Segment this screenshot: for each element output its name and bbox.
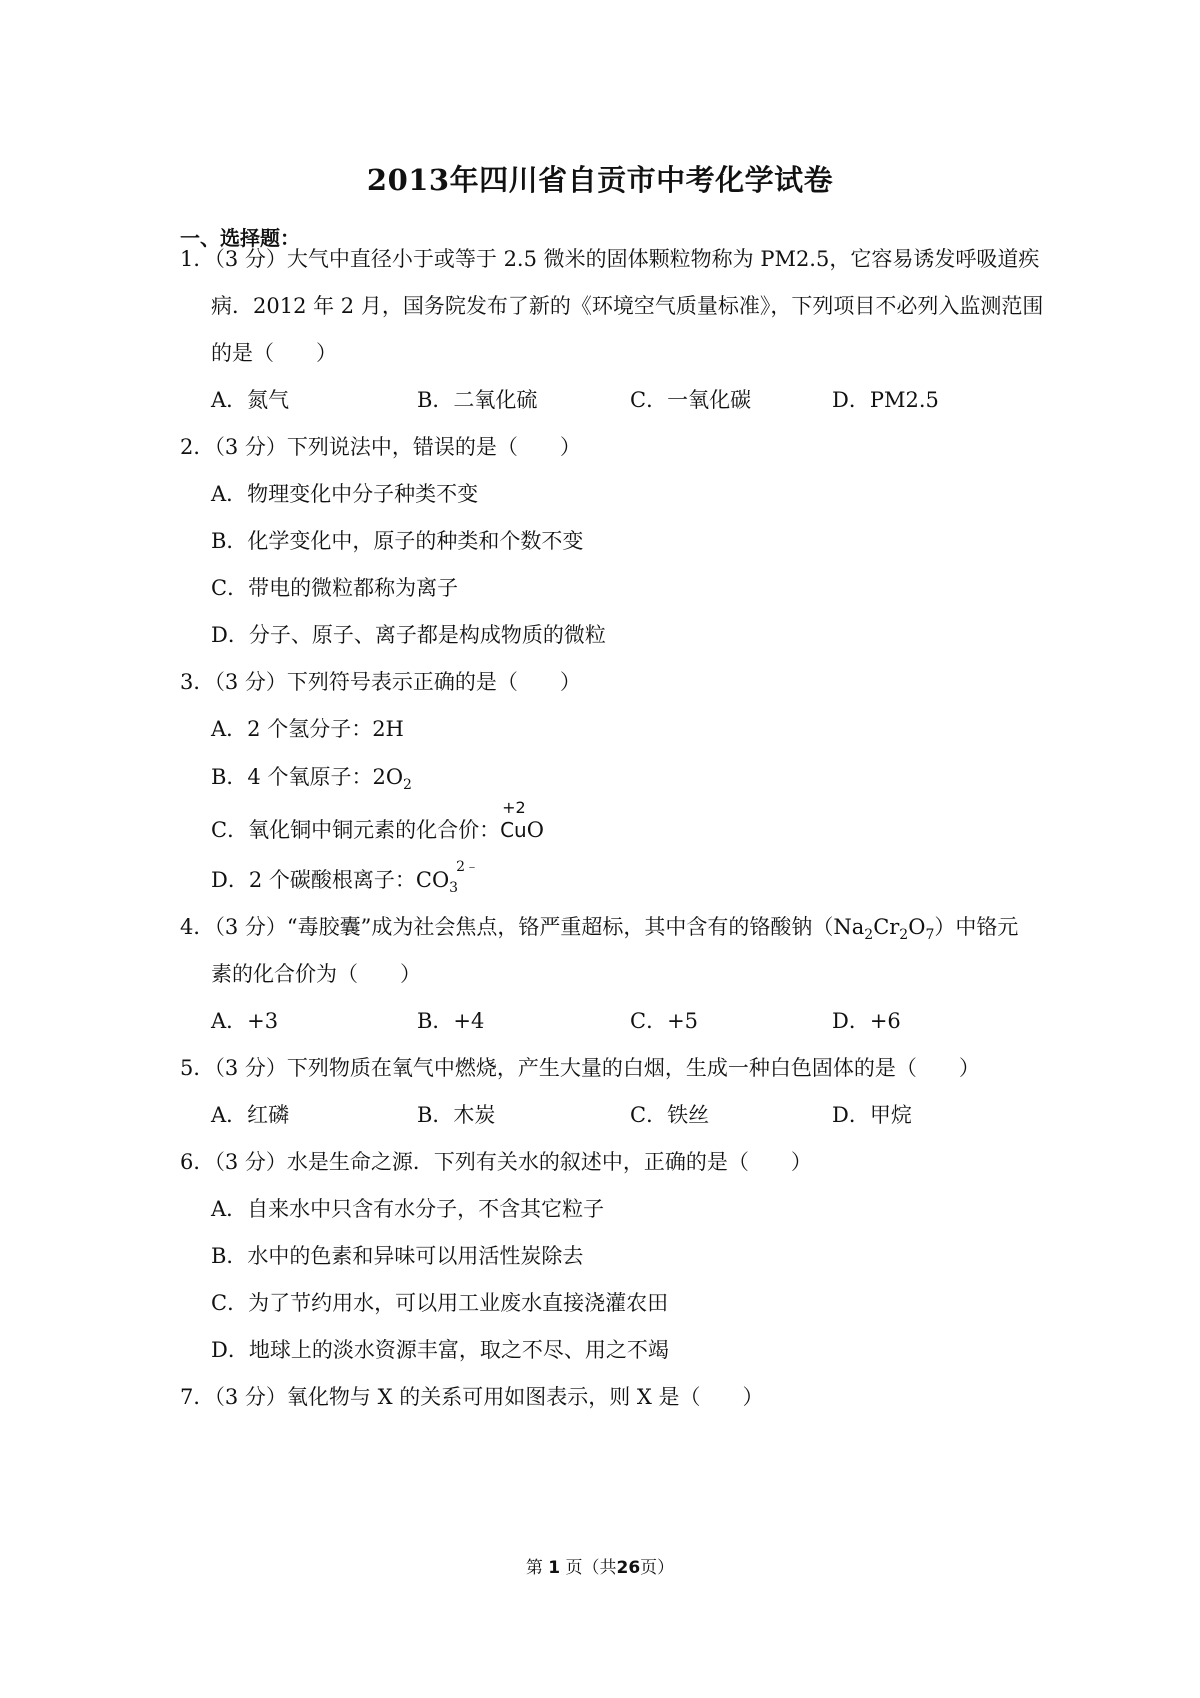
q3-option-d-subscript: 3 [449, 880, 459, 897]
q1-option-d: D．PM2.5 [832, 388, 939, 412]
valence-element: Cu [500, 818, 527, 842]
q3-option-c-tail: O [526, 818, 544, 842]
q3-option-b [211, 763, 412, 794]
q1-option-c: C．一氧化碳 [630, 388, 752, 412]
q1-option-a: A．氮气 [211, 388, 290, 412]
section-heading: 一、选择题： [180, 226, 300, 250]
q4-line1 [180, 913, 1019, 944]
q3-option-d-superscript: 2﹣ [456, 859, 480, 875]
footer-page-number: 1 [548, 1558, 561, 1578]
q7-stem: 7．（3 分）氧化物与 X 的关系可用如图表示，则 X 是（ ） [180, 1385, 764, 1409]
q2-stem: 2．（3 分）下列说法中，错误的是（ ） [180, 435, 581, 459]
q5-option-d: D．甲烷 [832, 1103, 912, 1127]
footer-mid: 页（共 [565, 1558, 617, 1578]
q4-sub-cr: 2 [899, 927, 909, 944]
q3-option-c-text: C．氧化铜中铜元素的化合价： [211, 818, 501, 842]
q2-option-d: D．分子、原子、离子都是构成物质的微粒 [211, 623, 606, 647]
q5-stem: 5．（3 分）下列物质在氧气中燃烧，产生大量的白烟，生成一种白色固体的是（ ） [180, 1056, 980, 1080]
q3-option-b-text: B．4 个氧原子：2O [211, 765, 404, 789]
q6-option-d: D．地球上的淡水资源丰富，取之不尽、用之不竭 [211, 1338, 669, 1362]
footer-post: 页） [640, 1558, 675, 1578]
valence-number: +2 [502, 798, 526, 817]
footer-total-pages: 26 [616, 1558, 641, 1578]
q5-option-a: A．红磷 [211, 1103, 290, 1127]
q4-line1-pre: 4．（3 分）“毒胶囊”成为社会焦点，铬严重超标，其中含有的铬酸钠（Na [180, 915, 865, 939]
q1-line1: 1．（3 分）大气中直径小于或等于 2.5 微米的固体颗粒物称为 PM2.5，它容易诱发呼吸道疾 [180, 247, 1040, 271]
q4-option-a: A．+3 [211, 1009, 279, 1033]
q3-stem: 3．（3 分）下列符号表示正确的是（ ） [180, 670, 581, 694]
q4-option-b: B．+4 [417, 1009, 485, 1033]
page-footer [0, 1553, 1200, 1578]
q2-option-a: A．物理变化中分子种类不变 [211, 482, 479, 506]
q4-line1-post: ）中铬元 [934, 915, 1019, 939]
q4-option-c: C．+5 [630, 1009, 699, 1033]
q1-line3: 的是（ ） [211, 341, 337, 365]
q3-option-b-subscript: 2 [403, 777, 412, 794]
valence-symbol [500, 798, 527, 844]
q4-option-d: D．+6 [832, 1009, 901, 1033]
q4-sub-na: 2 [864, 927, 874, 944]
q4-line2: 素的化合价为（ ） [211, 962, 421, 986]
q6-option-b: B．水中的色素和异味可以用活性炭除去 [211, 1244, 584, 1268]
q3-option-a: A．2 个氢分子：2H [211, 717, 404, 741]
q5-option-c: C．铁丝 [630, 1103, 710, 1127]
q6-option-c: C．为了节约用水，可以用工业废水直接浇灌农田 [211, 1291, 669, 1315]
q4-cr: Cr [873, 915, 900, 939]
q1-option-b: B．二氧化硫 [417, 388, 538, 412]
q2-option-b: B．化学变化中，原子的种类和个数不变 [211, 529, 584, 553]
q3-option-d [211, 859, 480, 897]
footer-pre: 第 [525, 1558, 543, 1578]
q3-option-d-text: D．2 个碳酸根离子：CO [211, 868, 450, 892]
q4-o: O [908, 915, 926, 939]
q6-option-a: A．自来水中只含有水分子，不含其它粒子 [211, 1197, 605, 1221]
q1-line2: 病．2012 年 2 月，国务院发布了新的《环境空气质量标准》，下列项目不必列入监测范围 [211, 294, 1044, 318]
q4-sub-o: 7 [925, 927, 935, 944]
q5-option-b: B．木炭 [417, 1103, 496, 1127]
page-title: 2013年四川省自贡市中考化学试卷 [366, 163, 834, 197]
q2-option-c: C．带电的微粒都称为离子 [211, 576, 459, 600]
q6-stem: 6．（3 分）水是生命之源．下列有关水的叙述中，正确的是（ ） [180, 1150, 812, 1174]
q3-option-c [211, 798, 544, 844]
